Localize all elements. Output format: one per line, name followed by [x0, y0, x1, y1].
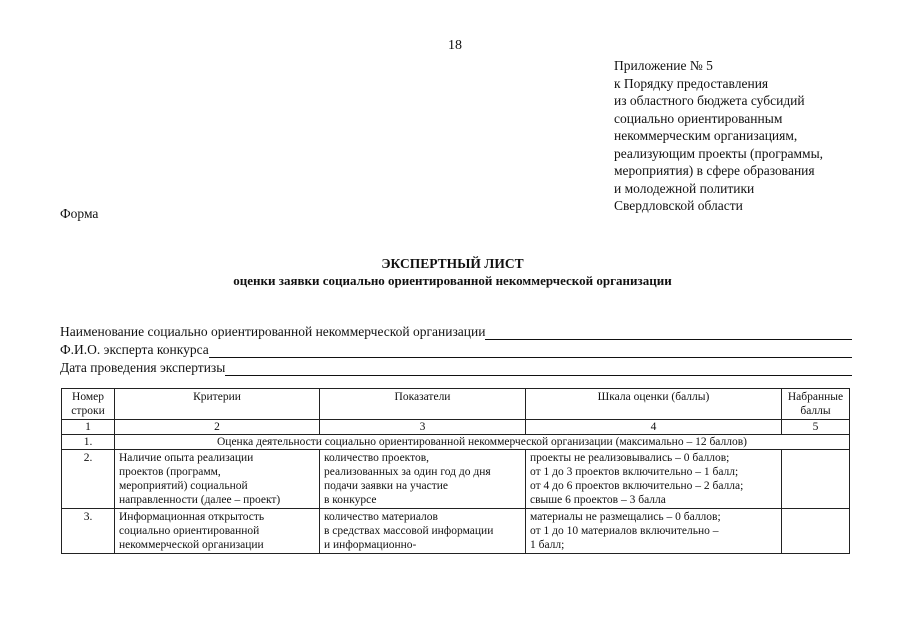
appendix-line: некоммерческим организациям, [614, 128, 798, 143]
document-title: ЭКСПЕРТНЫЙ ЛИСТ [381, 256, 524, 271]
cell-line: в средствах массовой информации [324, 525, 494, 537]
criteria-cell [115, 509, 320, 554]
table-row [62, 509, 850, 554]
section-number: 1. [62, 435, 115, 450]
appendix-line: мероприятия) в сфере образования [614, 163, 815, 178]
cell-line: некоммерческой организации [119, 539, 264, 551]
cell-line: от 1 до 3 проектов включительно – 1 балл; [530, 466, 739, 478]
cell-line: свыше 6 проектов – 3 балла [530, 494, 666, 506]
criteria-cell [115, 450, 320, 509]
document-subtitle: оценки заявки социально ориентированной некоммерческой организации [233, 273, 672, 288]
appendix-line: Свердловской области [614, 198, 743, 213]
column-number: 2 [115, 420, 320, 435]
cell-line: количество материалов [324, 511, 438, 523]
expertise-date-field[interactable] [60, 358, 852, 376]
column-number: 3 [320, 420, 526, 435]
column-number: 1 [62, 420, 115, 435]
appendix-line: и молодежной политики [614, 180, 755, 196]
evaluation-table [61, 388, 850, 554]
section-title: Оценка деятельности социально ориентированной некоммерческой организации (максимально – 12 баллов) [115, 435, 850, 450]
table-row [62, 450, 850, 509]
cell-line: количество проектов, [324, 452, 430, 464]
score-cell[interactable] [782, 509, 850, 554]
row-number: 3. [62, 509, 115, 554]
cell-line: и информационно- [324, 539, 417, 551]
cell-line: реализованных за один год до дня [324, 466, 491, 478]
field-value[interactable] [225, 361, 852, 376]
scale-cell [526, 509, 782, 554]
field-value[interactable] [209, 343, 852, 358]
organization-name-field[interactable] [60, 322, 852, 340]
expert-name-field[interactable] [60, 340, 852, 358]
column-number: 5 [782, 420, 850, 435]
column-header: Шкала оценки (баллы) [526, 389, 782, 420]
table-header-row [62, 389, 850, 420]
column-header: Критерии [115, 389, 320, 420]
cell-line: социально ориентированной [119, 525, 260, 537]
appendix-block [614, 57, 823, 215]
indicator-cell [320, 450, 526, 509]
appendix-line: к Порядку предоставления [614, 75, 769, 91]
field-value[interactable] [485, 325, 852, 340]
cell-line: Наличие опыта реализации [119, 452, 254, 464]
column-header: Набранные баллы [782, 389, 850, 420]
appendix-line: социально ориентированным [614, 110, 783, 126]
cell-line: подачи заявки на участие [324, 480, 449, 492]
section-row [62, 435, 850, 450]
field-label: Дата проведения экспертизы [60, 360, 226, 375]
field-label: Наименование социально ориентированной некоммерческой организации [60, 324, 486, 339]
appendix-line: реализующим проекты (программы, [614, 145, 824, 161]
row-number: 2. [62, 450, 115, 509]
page-number: 18 [448, 38, 462, 53]
cell-line: материалы не размещались – 0 баллов; [530, 511, 721, 523]
cell-line: от 4 до 6 проектов включительно – 2 балла; [530, 480, 744, 492]
column-header: Показатели [320, 389, 526, 420]
scale-cell [526, 450, 782, 509]
column-number: 4 [526, 420, 782, 435]
appendix-line: из областного бюджета субсидий [614, 93, 805, 108]
cell-line: Информационная открытость [119, 511, 265, 523]
column-number-row [62, 420, 850, 435]
column-header: Номер строки [62, 389, 115, 420]
indicator-cell [320, 509, 526, 554]
field-label: Ф.И.О. эксперта конкурса [60, 342, 209, 357]
cell-line: от 1 до 10 материалов включительно – [530, 525, 719, 537]
header-fields [60, 322, 852, 376]
cell-line: проекты не реализовывались – 0 баллов; [530, 452, 730, 464]
cell-line: проектов (программ, [119, 466, 221, 478]
cell-line: мероприятий) социальной [119, 480, 248, 492]
cell-line: направленности (далее – проект) [119, 494, 281, 506]
cell-line: в конкурсе [324, 494, 377, 506]
score-cell[interactable] [782, 450, 850, 509]
cell-line: 1 балл; [530, 539, 565, 551]
appendix-line: Приложение № 5 [614, 58, 713, 73]
form-label: Форма [60, 206, 99, 221]
